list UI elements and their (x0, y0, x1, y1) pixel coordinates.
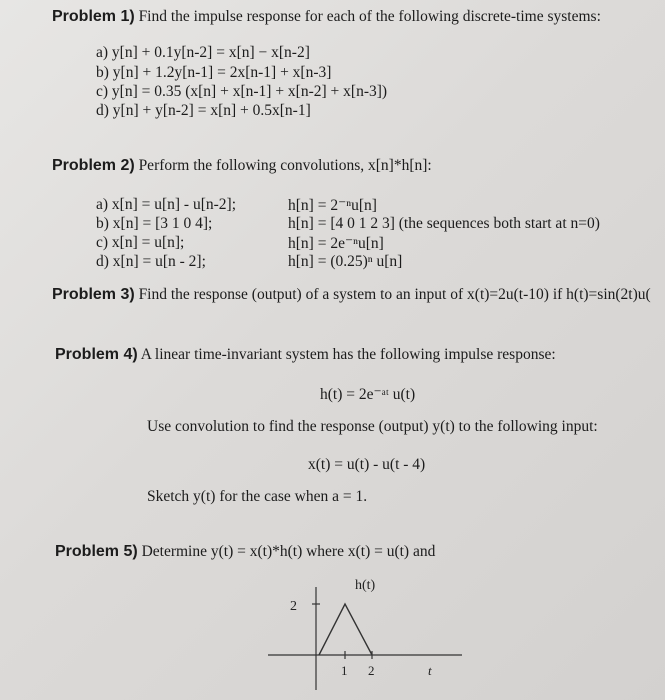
p2-row-c-h: h[n] = 2e⁻ⁿu[n] (288, 235, 384, 252)
problem-4-title: Problem 4) (55, 346, 138, 363)
problem-1-text: Find the impulse response for each of the following discrete-time systems: (134, 8, 601, 25)
p2-row-c-x: c) x[n] = u[n]; (96, 234, 185, 251)
problem-5-text: Determine y(t) = x(t)*h(t) where x(t) = u(t) and (137, 543, 436, 560)
p2-row-d-x: d) x[n] = u[n - 2]; (96, 253, 206, 270)
p4-input: x(t) = u(t) - u(t - 4) (308, 456, 426, 473)
graph-axis-label: t (428, 663, 432, 678)
graph-x-tick-label-2: 2 (368, 663, 375, 678)
problem-3-heading (52, 286, 651, 304)
problem-2-text: Perform the following convolutions, x[n]*h[n]: (134, 157, 432, 174)
p2-row-d-h: h[n] = (0.25)ⁿ u[n] (288, 253, 403, 270)
problem-4-text: A linear time-invariant system has the following impulse response: (137, 346, 556, 363)
p1-item-b: b) y[n] + 1.2y[n-1] = 2x[n-1] + x[n-3] (96, 64, 332, 81)
problem-4-heading (55, 346, 556, 364)
p2-row-a-x: a) x[n] = u[n] - u[n-2]; (96, 196, 237, 213)
problem-5-heading (55, 543, 435, 561)
p1-item-d: d) y[n] + y[n-2] = x[n] + 0.5x[n-1] (96, 102, 311, 119)
p2-row-a-h: h[n] = 2⁻ⁿu[n] (288, 197, 377, 214)
problem-3-title: Problem 3) (52, 286, 135, 303)
problem-1-heading (52, 8, 601, 26)
problem-1-title: Problem 1) (52, 8, 135, 25)
p4-sketch: Sketch y(t) for the case when a = 1. (147, 488, 368, 505)
p1-item-a: a) y[n] + 0.1y[n-2] = x[n] − x[n-2] (96, 44, 310, 61)
graph-y-tick-label: 2 (290, 599, 297, 614)
problem-2-heading (52, 157, 432, 175)
problem-3-text: Find the response (output) of a system to an input of x(t)=2u(t-10) if h(t)=sin(2t)u( (134, 286, 651, 303)
problem-2-title: Problem 2) (52, 157, 135, 174)
graph-label: h(t) (355, 578, 376, 593)
graph-x-tick-label-1: 1 (341, 663, 348, 678)
p1-item-c: c) y[n] = 0.35 (x[n] + x[n-1] + x[n-2] + x[n-3]) (96, 83, 388, 100)
p2-row-b-x: b) x[n] = [3 1 0 4]; (96, 215, 213, 232)
p4-instruction: Use convolution to find the response (output) y(t) to the following input: (147, 418, 598, 435)
h-of-t-triangle (319, 604, 372, 655)
p2-row-b-h: h[n] = [4 0 1 2 3] (the sequences both start at n=0) (288, 215, 600, 232)
problem-5-title: Problem 5) (55, 543, 138, 560)
h-of-t-graph (250, 575, 480, 695)
p4-impulse-response: h(t) = 2e⁻ᵃᵗ u(t) (320, 386, 416, 403)
